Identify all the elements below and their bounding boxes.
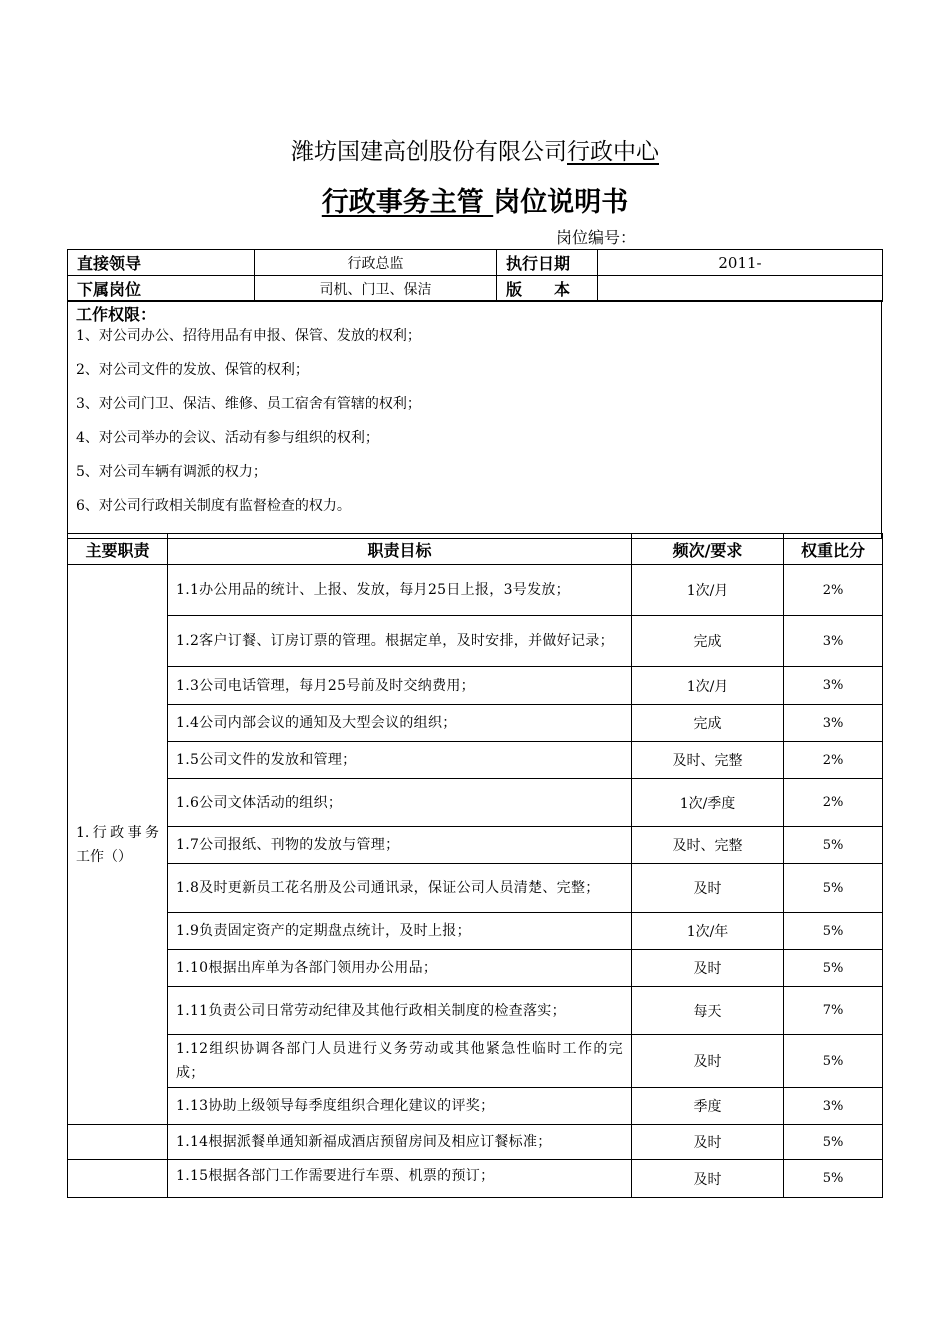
duty-weight: 5% — [784, 1035, 883, 1088]
position-number-label: 岗位编号： — [556, 228, 637, 247]
duty-frequency: 及时 — [632, 950, 784, 987]
exec-date-value: 2011- — [598, 250, 883, 276]
duty-goal: 1.8及时更新员工花名册及公司通讯录，保证公司人员清楚、完整； — [168, 864, 632, 913]
info-row-subordinates — [68, 276, 883, 302]
duty-frequency: 1次/季度 — [632, 779, 784, 827]
company-name: 潍坊国建高创股份有限公司 — [291, 139, 567, 165]
table-row — [68, 705, 883, 742]
duty-goal: 1.12组织协调各部门人员进行义务劳动或其他紧急性临时工作的完成； — [168, 1035, 632, 1088]
duty-frequency: 1次/年 — [632, 913, 784, 950]
exec-date-label: 执行日期 — [497, 250, 598, 276]
header-main-duty: 主要职责 — [68, 534, 168, 565]
duty-goal: 1.14根据派餐单通知新福成酒店预留房间及相应订餐标准； — [168, 1125, 632, 1160]
duty-goal: 1.9负责固定资产的定期盘点统计，及时上报； — [168, 913, 632, 950]
table-row — [68, 864, 883, 913]
duty-frequency: 及时 — [632, 864, 784, 913]
table-row — [68, 667, 883, 705]
duty-category: 1.行政事务工作（） — [68, 565, 168, 1125]
duty-goal: 1.7公司报纸、刊物的发放与管理； — [168, 827, 632, 864]
duty-weight: 7% — [784, 987, 883, 1035]
position-title: 行政事务主管 — [321, 187, 494, 218]
duties-header-row — [68, 534, 883, 565]
table-row — [68, 1035, 883, 1088]
authority-title: 工作权限： — [76, 305, 157, 324]
duty-frequency: 1次/月 — [632, 565, 784, 616]
info-table — [67, 249, 883, 302]
info-row-supervisor — [68, 250, 883, 276]
table-row — [68, 1088, 883, 1125]
duty-frequency: 完成 — [632, 616, 784, 667]
duty-weight: 3% — [784, 616, 883, 667]
duty-weight: 3% — [784, 705, 883, 742]
authority-item: 5、对公司车辆有调派的权力； — [76, 464, 267, 480]
document-title — [0, 184, 950, 222]
duty-weight: 5% — [784, 913, 883, 950]
duty-weight: 5% — [784, 1125, 883, 1160]
duty-weight: 2% — [784, 742, 883, 779]
department-name: 行政中心 — [567, 139, 659, 165]
duty-frequency: 1次/月 — [632, 667, 784, 705]
table-row — [68, 1125, 883, 1160]
duty-goal: 1.3公司电话管理，每月25号前及时交纳费用； — [168, 667, 632, 705]
duty-goal: 1.4公司内部会议的通知及大型会议的组织； — [168, 705, 632, 742]
company-heading — [0, 136, 950, 168]
table-row — [68, 827, 883, 864]
table-row — [68, 950, 883, 987]
supervisor-label: 直接领导 — [68, 250, 255, 276]
table-row — [68, 616, 883, 667]
duty-goal: 1.6公司文体活动的组织； — [168, 779, 632, 827]
document-type: 岗位说明书 — [493, 187, 629, 218]
table-row — [68, 779, 883, 827]
subordinates-label: 下属岗位 — [68, 276, 255, 302]
table-row — [68, 987, 883, 1035]
duty-goal: 1.2客户订餐、订房订票的管理。根据定单，及时安排，并做好记录； — [168, 616, 632, 667]
duty-weight: 3% — [784, 1088, 883, 1125]
authority-cell — [68, 301, 882, 539]
duty-frequency: 及时、完整 — [632, 827, 784, 864]
table-row — [68, 565, 883, 616]
duty-goal: 1.11负责公司日常劳动纪律及其他行政相关制度的检查落实； — [168, 987, 632, 1035]
duty-goal: 1.13协助上级领导每季度组织合理化建议的评奖； — [168, 1088, 632, 1125]
authority-item: 2、对公司文件的发放、保管的权利； — [76, 362, 309, 378]
duty-weight: 5% — [784, 950, 883, 987]
authority-item: 4、对公司举办的会议、活动有参与组织的权利； — [76, 430, 379, 446]
version-label: 版 本 — [497, 276, 598, 302]
subordinates-value: 司机、门卫、保洁 — [255, 276, 497, 302]
duty-frequency: 及时、完整 — [632, 742, 784, 779]
empty-category-cell — [68, 1160, 168, 1198]
duty-weight: 2% — [784, 779, 883, 827]
duty-frequency: 季度 — [632, 1088, 784, 1125]
supervisor-value: 行政总监 — [255, 250, 497, 276]
duty-frequency: 及时 — [632, 1035, 784, 1088]
duty-frequency: 及时 — [632, 1125, 784, 1160]
duty-goal: 1.5公司文件的发放和管理； — [168, 742, 632, 779]
duty-weight: 5% — [784, 864, 883, 913]
header-frequency: 频次/要求 — [632, 534, 784, 565]
duty-weight: 2% — [784, 565, 883, 616]
duty-weight: 3% — [784, 667, 883, 705]
duty-frequency: 完成 — [632, 705, 784, 742]
duty-frequency: 每天 — [632, 987, 784, 1035]
authority-item: 6、对公司行政相关制度有监督检查的权力。 — [76, 498, 351, 514]
authority-item: 3、对公司门卫、保洁、维修、员工宿舍有管辖的权利； — [76, 396, 421, 412]
duty-frequency: 及时 — [632, 1160, 784, 1198]
duty-goal: 1.15根据各部门工作需要进行车票、机票的预订； — [168, 1160, 632, 1198]
table-row — [68, 1160, 883, 1198]
authority-item: 1、对公司办公、招待用品有申报、保管、发放的权利； — [76, 328, 421, 344]
table-row — [68, 742, 883, 779]
duty-weight: 5% — [784, 827, 883, 864]
duty-weight: 5% — [784, 1160, 883, 1198]
empty-category-cell — [68, 1125, 168, 1160]
header-duty-goal: 职责目标 — [168, 534, 632, 565]
table-row — [68, 913, 883, 950]
duties-table — [67, 533, 883, 1198]
duty-goal: 1.10根据出库单为各部门领用办公用品； — [168, 950, 632, 987]
authority-table — [67, 300, 882, 539]
header-weight: 权重比分 — [784, 534, 883, 565]
version-value — [598, 276, 883, 302]
duty-goal: 1.1办公用品的统计、上报、发放，每月25日上报，3号发放； — [168, 565, 632, 616]
